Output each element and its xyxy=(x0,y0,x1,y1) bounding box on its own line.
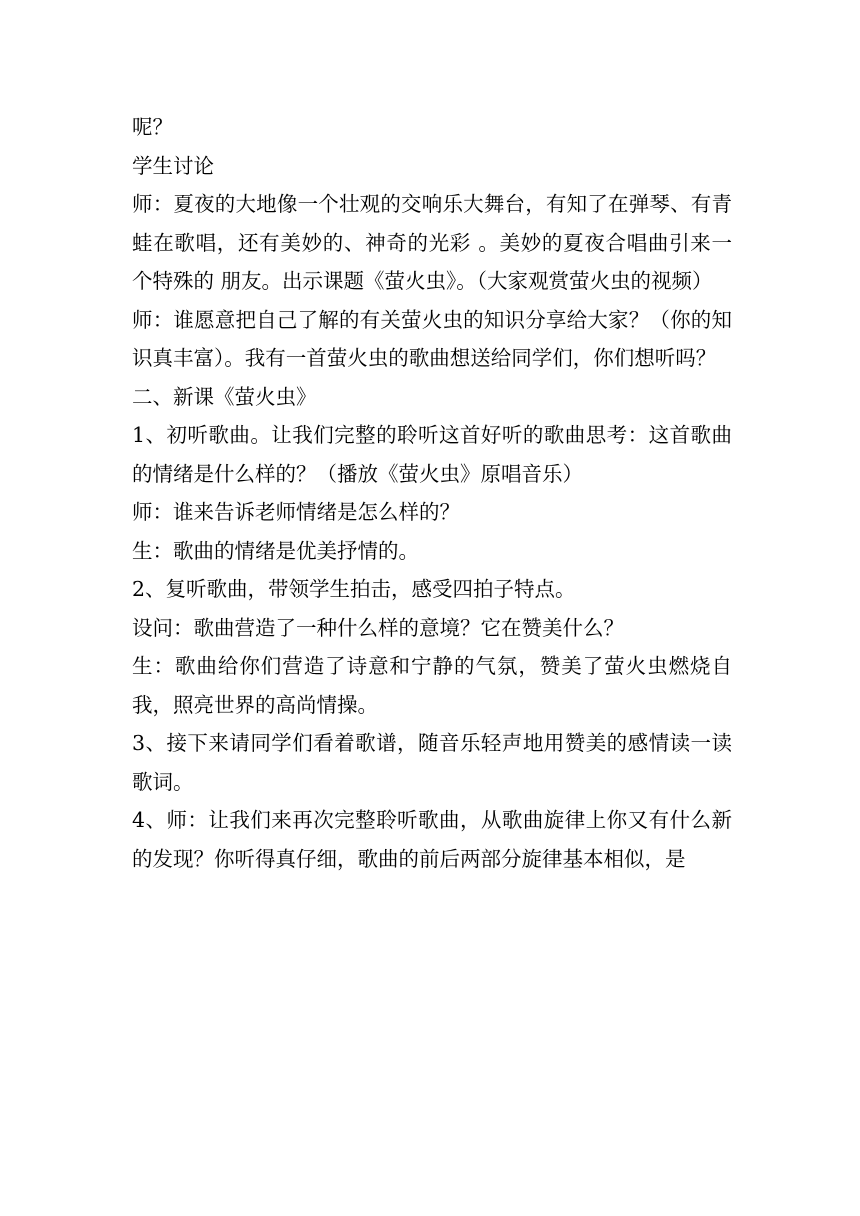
paragraph-8: 生：歌曲的情绪是优美抒情的。 xyxy=(132,538,419,563)
paragraph-3: 师：夏夜的大地像一个壮观的交响乐大舞台，有知了在弹琴、有青蛙在歌唱，还有美妙的、神奇的光彩 。美妙的夏夜合唱曲引来一个特殊的 朋友。出示课题《萤火虫》。（大家观赏萤火虫的视频） xyxy=(132,192,732,293)
section-heading-new-lesson: 二、新课《萤火虫》 xyxy=(132,384,317,409)
paragraph-4: 师：谁愿意把自己了解的有关萤火虫的知识分享给大家？（你的知识真丰富）。我有一首萤火虫的歌曲想送给同学们，你们想听吗？ xyxy=(132,307,732,370)
paragraph-10: 设问：歌曲营造了一种什么样的意境？它在赞美什么？ xyxy=(132,615,624,640)
paragraph-2: 学生讨论 xyxy=(132,153,214,178)
document-body xyxy=(132,108,732,878)
paragraph-6: 1、初听歌曲。让我们完整的聆听这首好听的歌曲思考：这首歌曲的情绪是什么样的？（播放《萤火虫》原唱音乐） xyxy=(132,423,732,486)
paragraph-11: 生：歌曲给你们营造了诗意和宁静的气氛，赞美了萤火虫燃烧自我，照亮世界的高尚情操。 xyxy=(132,654,732,717)
paragraph-1: 呢？ xyxy=(132,115,173,139)
paragraph-7: 师：谁来告诉老师情绪是怎么样的？ xyxy=(132,500,460,524)
paragraph-13: 4、师：让我们来再次完整聆听歌曲，从歌曲旋律上你又有什么新的发现？你听得真仔细，歌曲的前后两部分旋律基本相似，是 xyxy=(132,808,732,871)
paragraph-12: 3、接下来请同学们看着歌谱，随音乐轻声地用赞美的感情读一读歌词。 xyxy=(132,731,732,794)
paragraph-9: 2、复听歌曲，带领学生拍击，感受四拍子特点。 xyxy=(132,577,576,601)
